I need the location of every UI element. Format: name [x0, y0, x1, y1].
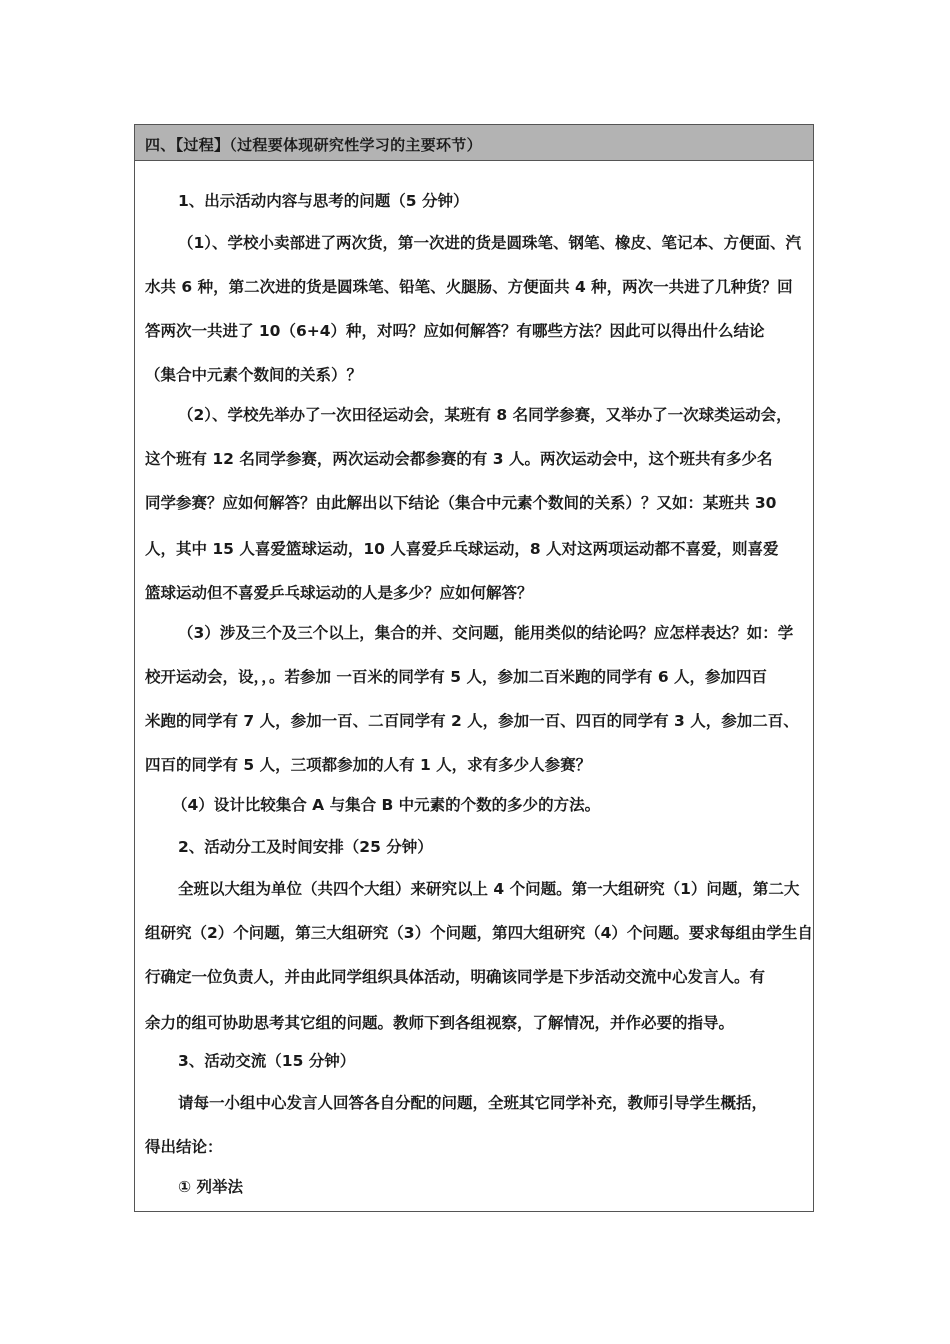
process-table: [134, 124, 814, 1212]
paragraph-line: 余力的组可协助思考其它组的问题。教师下到各组视察，了解情况，并作必要的指导。: [145, 1014, 735, 1032]
section-header: 四、【过程】（过程要体现研究性学习的主要环节）: [145, 136, 482, 154]
paragraph-line: 3、活动交流（15 分钟）: [178, 1052, 356, 1070]
paragraph-line: 米跑的同学有 7 人，参加一百、二百同学有 2 人，参加一百、四百的同学有 3 人，参加二百、: [145, 712, 799, 730]
paragraph-line: 同学参赛？应如何解答？由此解出以下结论（集合中元素个数间的关系）？又如：某班共 30: [145, 494, 777, 512]
paragraph-line: 人，其中 15 人喜爱篮球运动，10 人喜爱乒乓球运动，8 人对这两项运动都不喜爱，则喜爱: [145, 540, 779, 558]
paragraph-line: 2、活动分工及时间安排（25 分钟）: [178, 838, 433, 856]
paragraph-line: ① 列举法: [178, 1178, 244, 1196]
paragraph-line: （3）涉及三个及三个以上，集合的并、交问题，能用类似的结论吗？应怎样表达？如：学: [178, 624, 794, 642]
paragraph-line: 四百的同学有 5 人，三项都参加的人有 1 人，求有多少人参赛？: [145, 756, 592, 774]
paragraph-line: 校开运动会，设，，。若参加 一百米的同学有 5 人，参加二百米跑的同学有 6 人，参加四百: [145, 668, 768, 686]
paragraph-line: 全班以大组为单位（共四个大组）来研究以上 4 个问题。第一大组研究（1）问题，第二大: [178, 880, 800, 898]
paragraph-line: （1）、学校小卖部进了两次货，第一次进的货是圆珠笔、钢笔、橡皮、笔记本、方便面、汽: [178, 234, 802, 252]
paragraph-line: 得出结论：: [145, 1138, 223, 1156]
paragraph-line: 这个班有 12 名同学参赛，两次运动会都参赛的有 3 人。两次运动会中，这个班共有多少名: [145, 450, 773, 468]
paragraph-line: 请每一小组中心发言人回答各自分配的问题，全班其它同学补充，教师引导学生概括，: [178, 1094, 768, 1112]
paragraph-line: 答两次一共进了 10（6+4）种，对吗？应如何解答？有哪些方法？因此可以得出什么结论: [145, 322, 765, 340]
paragraph-line: 组研究（2）个问题，第三大组研究（3）个问题，第四大组研究（4）个问题。要求每组由学生自: [145, 924, 813, 942]
paragraph-line: （集合中元素个数间的关系）？: [145, 366, 363, 384]
paragraph-line: 篮球运动但不喜爱乒乓球运动的人是多少？应如何解答？: [145, 584, 533, 602]
paragraph-line: 水共 6 种，第二次进的货是圆珠笔、铅笔、火腿肠、方便面共 4 种，两次一共进了几种货？回: [145, 278, 793, 296]
paragraph-line: 行确定一位负责人，并由此同学组织具体活动，明确该同学是下步活动交流中心发言人。有: [145, 968, 766, 986]
paragraph-line: （4）设计比较集合 A 与集合 B 中元素的个数的多少的方法。: [172, 796, 601, 814]
paragraph-line: 1、出示活动内容与思考的问题（5 分钟）: [178, 192, 469, 210]
section-header-row: [135, 125, 813, 161]
paragraph-line: （2）、学校先举办了一次田径运动会，某班有 8 名同学参赛，又举办了一次球类运动会，: [178, 406, 792, 424]
